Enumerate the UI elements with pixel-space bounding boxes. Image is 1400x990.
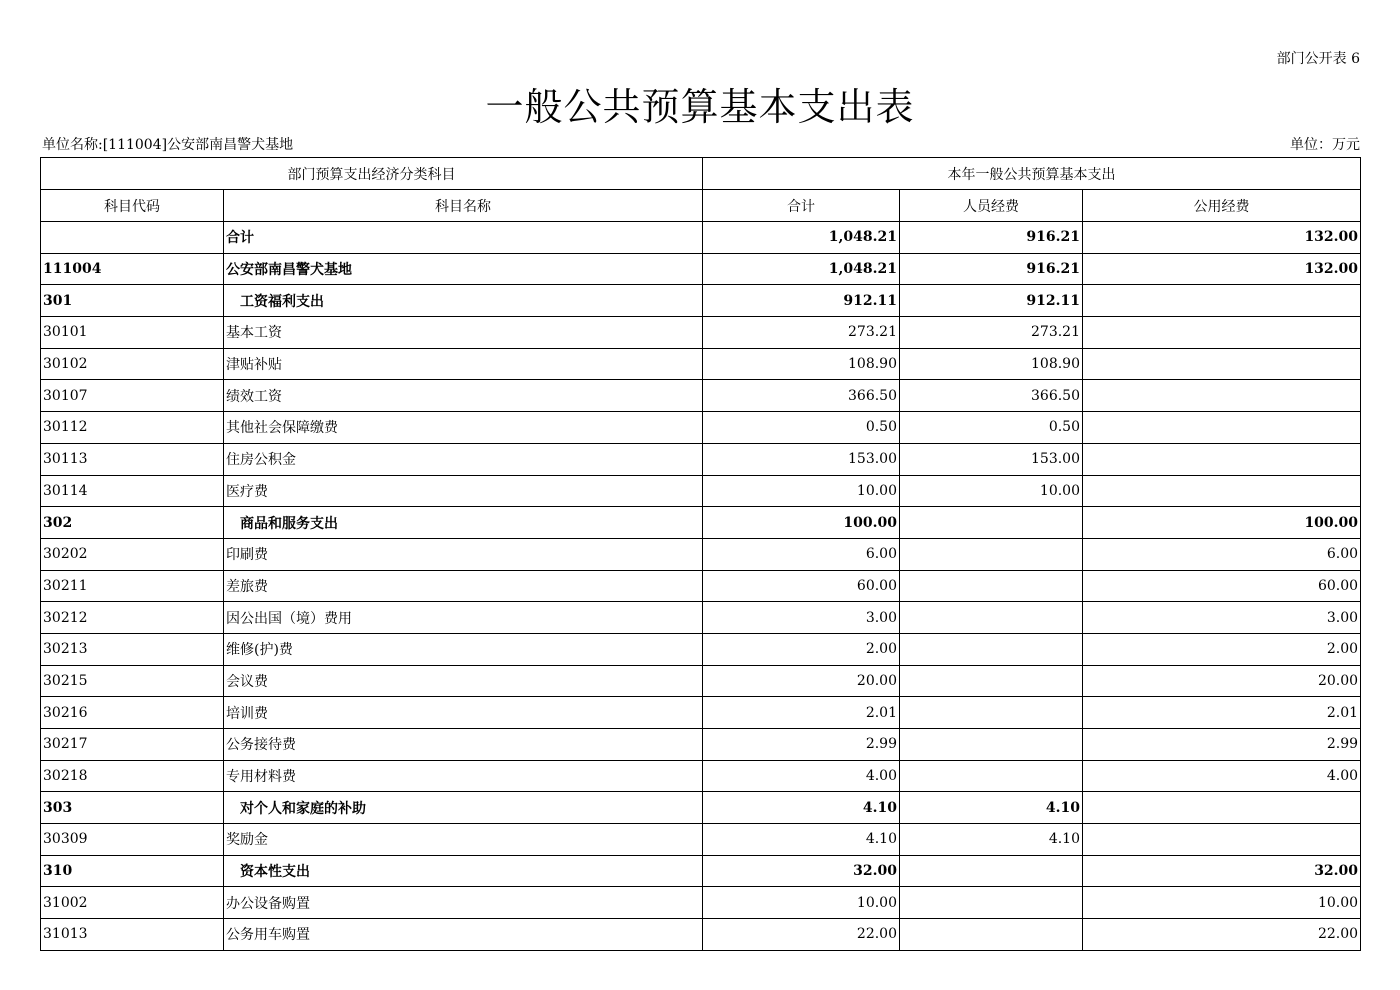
- table-row: [41, 824, 1361, 856]
- cell-code: 30218: [41, 760, 224, 792]
- cell-name: 工资福利支出: [224, 285, 703, 317]
- cell-total: 10.00: [703, 887, 900, 919]
- cell-public: 2.01: [1083, 697, 1361, 729]
- table-row: [41, 697, 1361, 729]
- cell-code: 31013: [41, 919, 224, 951]
- cell-total: 22.00: [703, 919, 900, 951]
- cell-public: 10.00: [1083, 887, 1361, 919]
- cell-total: 2.00: [703, 633, 900, 665]
- cell-name: 公务接待费: [224, 729, 703, 761]
- cell-public: 100.00: [1083, 507, 1361, 539]
- table-row: [41, 760, 1361, 792]
- cell-personnel: [900, 729, 1083, 761]
- cell-code: 30309: [41, 824, 224, 856]
- cell-code: 310: [41, 855, 224, 887]
- cell-personnel: [900, 697, 1083, 729]
- cell-name: 津贴补贴: [224, 348, 703, 380]
- cell-name: 差旅费: [224, 570, 703, 602]
- table-row: [41, 412, 1361, 444]
- cell-total: 912.11: [703, 285, 900, 317]
- cell-name: 基本工资: [224, 317, 703, 349]
- header-total: 合计: [703, 190, 900, 222]
- cell-personnel: 10.00: [900, 475, 1083, 507]
- cell-total: 273.21: [703, 317, 900, 349]
- table-row: [41, 348, 1361, 380]
- cell-code: 30215: [41, 665, 224, 697]
- cell-personnel: [900, 665, 1083, 697]
- header-personnel: 人员经费: [900, 190, 1083, 222]
- cell-total: 4.00: [703, 760, 900, 792]
- table-row: [41, 792, 1361, 824]
- cell-name: 因公出国（境）费用: [224, 602, 703, 634]
- cell-total: 366.50: [703, 380, 900, 412]
- table-row: [41, 538, 1361, 570]
- cell-code: [41, 222, 224, 254]
- cell-personnel: [900, 633, 1083, 665]
- unit-name: 单位名称:[111004]公安部南昌警犬基地: [42, 137, 294, 153]
- cell-name: 公安部南昌警犬基地: [224, 253, 703, 285]
- cell-name: 奖励金: [224, 824, 703, 856]
- cell-public: 6.00: [1083, 538, 1361, 570]
- table-row: [41, 919, 1361, 951]
- cell-code: 302: [41, 507, 224, 539]
- cell-total: 10.00: [703, 475, 900, 507]
- cell-code: 30202: [41, 538, 224, 570]
- cell-personnel: 0.50: [900, 412, 1083, 444]
- cell-total: 4.10: [703, 824, 900, 856]
- cell-code: 301: [41, 285, 224, 317]
- cell-code: 30102: [41, 348, 224, 380]
- cell-code: 30114: [41, 475, 224, 507]
- cell-public: [1083, 317, 1361, 349]
- cell-name: 培训费: [224, 697, 703, 729]
- cell-public: [1083, 475, 1361, 507]
- cell-code: 30113: [41, 443, 224, 475]
- cell-code: 30217: [41, 729, 224, 761]
- cell-personnel: 108.90: [900, 348, 1083, 380]
- cell-total: 108.90: [703, 348, 900, 380]
- cell-public: 22.00: [1083, 919, 1361, 951]
- table-row: [41, 285, 1361, 317]
- cell-total: 100.00: [703, 507, 900, 539]
- cell-personnel: [900, 602, 1083, 634]
- table-row: [41, 317, 1361, 349]
- table-row: [41, 855, 1361, 887]
- cell-public: 132.00: [1083, 253, 1361, 285]
- cell-public: [1083, 443, 1361, 475]
- cell-personnel: [900, 538, 1083, 570]
- table-row: [41, 507, 1361, 539]
- cell-public: 132.00: [1083, 222, 1361, 254]
- cell-name: 资本性支出: [224, 855, 703, 887]
- cell-total: 32.00: [703, 855, 900, 887]
- cell-personnel: [900, 919, 1083, 951]
- table-row: [41, 570, 1361, 602]
- cell-total: 6.00: [703, 538, 900, 570]
- table-row: [41, 665, 1361, 697]
- cell-personnel: [900, 855, 1083, 887]
- header-economic-category: 部门预算支出经济分类科目: [41, 158, 703, 190]
- header-column-row: [41, 190, 1361, 222]
- cell-total: 3.00: [703, 602, 900, 634]
- cell-name: 合计: [224, 222, 703, 254]
- cell-personnel: [900, 507, 1083, 539]
- cell-name: 维修(护)费: [224, 633, 703, 665]
- header-public: 公用经费: [1083, 190, 1361, 222]
- cell-total: 0.50: [703, 412, 900, 444]
- cell-total: 1,048.21: [703, 222, 900, 254]
- cell-code: 30107: [41, 380, 224, 412]
- cell-personnel: 4.10: [900, 792, 1083, 824]
- expenditure-table: [40, 157, 1361, 951]
- cell-personnel: 273.21: [900, 317, 1083, 349]
- cell-public: 60.00: [1083, 570, 1361, 602]
- cell-public: 32.00: [1083, 855, 1361, 887]
- cell-public: [1083, 824, 1361, 856]
- cell-personnel: 4.10: [900, 824, 1083, 856]
- header-group-row: [41, 158, 1361, 190]
- cell-total: 2.01: [703, 697, 900, 729]
- cell-code: 30211: [41, 570, 224, 602]
- cell-total: 2.99: [703, 729, 900, 761]
- cell-public: 20.00: [1083, 665, 1361, 697]
- form-number: 部门公开表 6: [1276, 51, 1360, 67]
- cell-public: [1083, 380, 1361, 412]
- header-name: 科目名称: [224, 190, 703, 222]
- cell-code: 30212: [41, 602, 224, 634]
- cell-name: 公务用车购置: [224, 919, 703, 951]
- cell-personnel: 916.21: [900, 253, 1083, 285]
- cell-name: 住房公积金: [224, 443, 703, 475]
- page-title: 一般公共预算基本支出表: [485, 85, 915, 129]
- cell-personnel: 916.21: [900, 222, 1083, 254]
- cell-code: 303: [41, 792, 224, 824]
- cell-public: 2.00: [1083, 633, 1361, 665]
- cell-public: [1083, 792, 1361, 824]
- table-row: [41, 380, 1361, 412]
- cell-name: 绩效工资: [224, 380, 703, 412]
- cell-personnel: [900, 760, 1083, 792]
- currency-unit: 单位：万元: [1290, 137, 1360, 153]
- cell-name: 专用材料费: [224, 760, 703, 792]
- cell-public: 3.00: [1083, 602, 1361, 634]
- table-row: [41, 633, 1361, 665]
- table-row: [41, 475, 1361, 507]
- cell-public: 2.99: [1083, 729, 1361, 761]
- table-row: [41, 602, 1361, 634]
- cell-code: 30216: [41, 697, 224, 729]
- cell-name: 会议费: [224, 665, 703, 697]
- table-row: [41, 443, 1361, 475]
- cell-total: 1,048.21: [703, 253, 900, 285]
- table-row: [41, 729, 1361, 761]
- cell-name: 医疗费: [224, 475, 703, 507]
- cell-personnel: 366.50: [900, 380, 1083, 412]
- cell-name: 商品和服务支出: [224, 507, 703, 539]
- table-row: [41, 887, 1361, 919]
- cell-code: 30213: [41, 633, 224, 665]
- cell-name: 办公设备购置: [224, 887, 703, 919]
- cell-public: [1083, 285, 1361, 317]
- table-row: [41, 222, 1361, 254]
- cell-personnel: 912.11: [900, 285, 1083, 317]
- cell-public: 4.00: [1083, 760, 1361, 792]
- cell-code: 111004: [41, 253, 224, 285]
- cell-name: 对个人和家庭的补助: [224, 792, 703, 824]
- cell-personnel: [900, 887, 1083, 919]
- header-basic-expenditure: 本年一般公共预算基本支出: [703, 158, 1361, 190]
- cell-total: 4.10: [703, 792, 900, 824]
- cell-name: 印刷费: [224, 538, 703, 570]
- header-code: 科目代码: [41, 190, 224, 222]
- cell-code: 30112: [41, 412, 224, 444]
- cell-personnel: 153.00: [900, 443, 1083, 475]
- cell-name: 其他社会保障缴费: [224, 412, 703, 444]
- cell-public: [1083, 348, 1361, 380]
- cell-total: 20.00: [703, 665, 900, 697]
- cell-personnel: [900, 570, 1083, 602]
- cell-total: 60.00: [703, 570, 900, 602]
- cell-total: 153.00: [703, 443, 900, 475]
- cell-public: [1083, 412, 1361, 444]
- cell-code: 30101: [41, 317, 224, 349]
- table-row: [41, 253, 1361, 285]
- cell-code: 31002: [41, 887, 224, 919]
